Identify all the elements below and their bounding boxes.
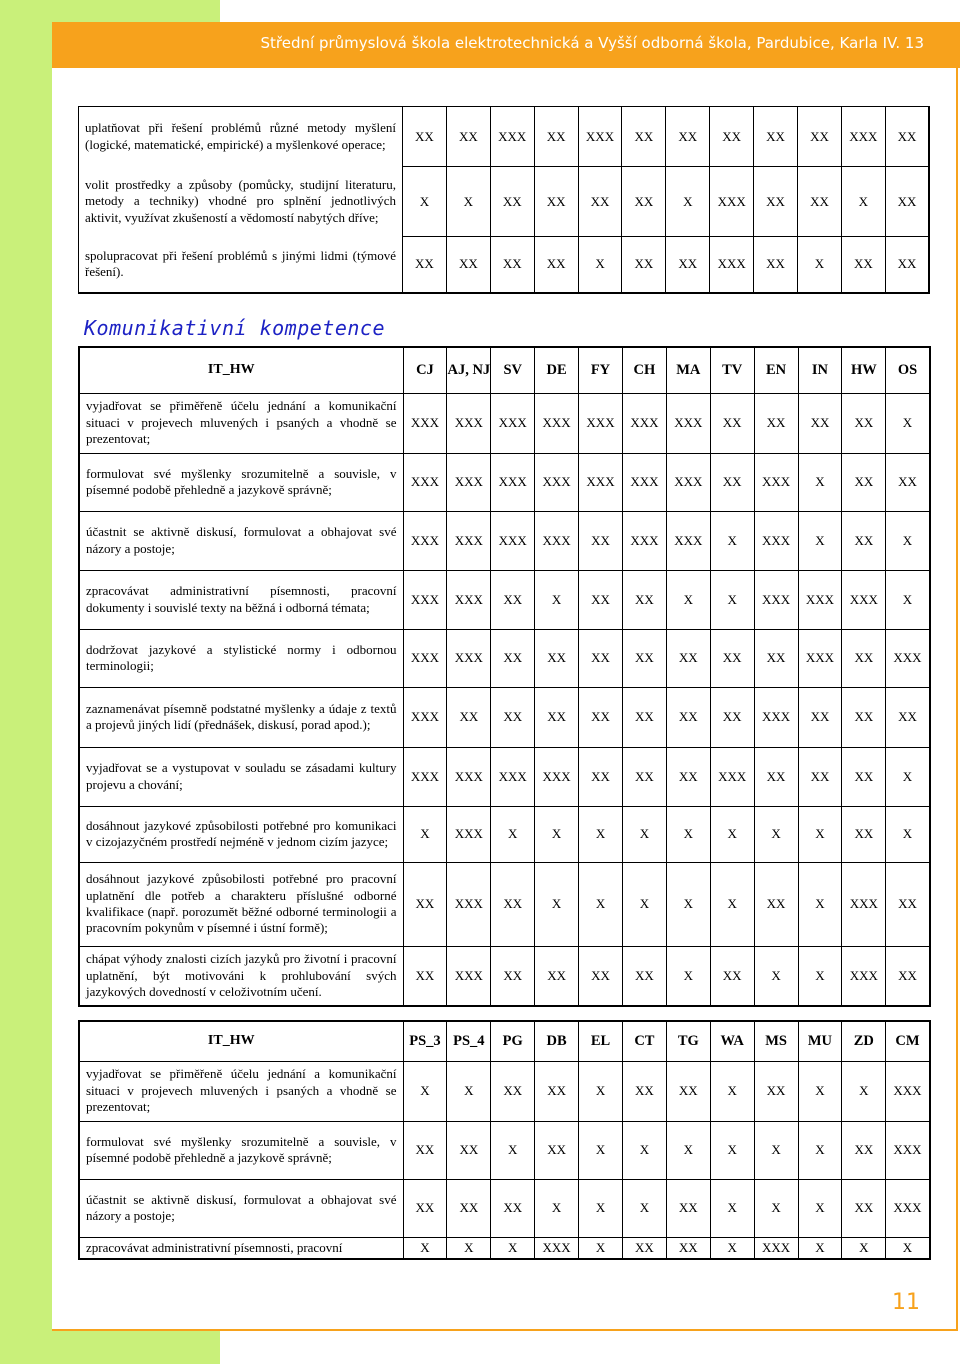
- rating-cell: XX: [579, 687, 623, 747]
- rating-cell: XX: [841, 237, 885, 293]
- rating-cell: XX: [754, 1061, 798, 1121]
- rating-cell: X: [754, 946, 798, 1006]
- rating-cell: XX: [842, 806, 886, 862]
- column-header: PS_4: [447, 1021, 491, 1061]
- rating-cell: XX: [403, 946, 447, 1006]
- rating-cell: XXX: [754, 1237, 798, 1259]
- rating-cell: XX: [622, 687, 666, 747]
- rating-cell: XX: [622, 946, 666, 1006]
- rating-cell: XX: [403, 1179, 447, 1237]
- table-row: [79, 1179, 930, 1237]
- rating-cell: X: [798, 1121, 842, 1179]
- header-label: IT_HW: [79, 347, 403, 393]
- rating-cell: X: [798, 1237, 842, 1259]
- rating-cell: XX: [534, 237, 578, 293]
- rating-cell: XXX: [622, 453, 666, 511]
- column-header: AJ, NJ: [447, 347, 491, 393]
- rating-cell: X: [754, 1121, 798, 1179]
- rating-cell: XXX: [447, 946, 491, 1006]
- rating-cell: X: [798, 237, 842, 293]
- rating-cell: X: [886, 747, 930, 806]
- rating-cell: XX: [666, 747, 710, 806]
- rating-cell: XXX: [403, 687, 447, 747]
- rating-cell: XXX: [798, 629, 842, 687]
- column-header: TV: [710, 347, 754, 393]
- rating-cell: XX: [885, 167, 929, 237]
- rating-cell: XX: [491, 687, 535, 747]
- competence-description: formulovat své myšlenky srozumitelně a souvisle, v písemné podobě přehledně a jazykově správně;: [79, 453, 403, 511]
- rating-cell: X: [841, 167, 885, 237]
- rating-cell: XXX: [491, 747, 535, 806]
- competence-description: vyjadřovat se přiměřeně účelu jednání a komunikační situaci v projevech mluvených i psaných a vhodně se prezentovat;: [79, 393, 403, 453]
- rating-cell: XX: [885, 237, 929, 293]
- rating-cell: XX: [754, 237, 798, 293]
- rating-cell: XX: [622, 167, 666, 237]
- column-header: ZD: [842, 1021, 886, 1061]
- rating-cell: X: [710, 570, 754, 629]
- rating-cell: XX: [886, 453, 930, 511]
- rating-cell: XX: [666, 107, 710, 167]
- competence-description: účastnit se aktivně diskusí, formulovat a obhajovat své názory a postoje;: [79, 1179, 403, 1237]
- rating-cell: XX: [579, 946, 623, 1006]
- competence-table-1: [78, 106, 930, 294]
- column-header: MU: [798, 1021, 842, 1061]
- competence-description: účastnit se aktivně diskusí, formulovat a obhajovat své názory a postoje;: [79, 511, 403, 570]
- rating-cell: X: [710, 1061, 754, 1121]
- rating-cell: XXX: [447, 806, 491, 862]
- competence-table-2: [78, 346, 931, 1007]
- rating-cell: XXX: [886, 1179, 930, 1237]
- rating-cell: XX: [491, 629, 535, 687]
- rating-cell: X: [535, 1179, 579, 1237]
- competence-description: uplatňovat při řešení problémů různé metody myšlení (logické, matematické, empirické) a myšlenkové operace;: [79, 107, 403, 167]
- rating-cell: XX: [403, 107, 447, 167]
- column-header: CT: [622, 1021, 666, 1061]
- column-header: TG: [666, 1021, 710, 1061]
- rating-cell: X: [886, 1237, 930, 1259]
- rating-cell: XX: [798, 393, 842, 453]
- rating-cell: XX: [622, 570, 666, 629]
- rating-cell: XX: [842, 629, 886, 687]
- table-row: [79, 629, 930, 687]
- column-header: IN: [798, 347, 842, 393]
- rating-cell: XX: [491, 1179, 535, 1237]
- rating-cell: XXX: [447, 862, 491, 946]
- rating-cell: XX: [490, 237, 534, 293]
- rating-cell: X: [403, 1061, 447, 1121]
- rating-cell: XXX: [886, 629, 930, 687]
- rating-cell: X: [535, 570, 579, 629]
- rating-cell: X: [710, 862, 754, 946]
- rating-cell: XX: [842, 1179, 886, 1237]
- table-row: [79, 806, 930, 862]
- rating-cell: XX: [666, 629, 710, 687]
- rating-cell: X: [666, 167, 710, 237]
- rating-cell: XX: [535, 946, 579, 1006]
- rating-cell: XX: [622, 1237, 666, 1259]
- table-row: [79, 747, 930, 806]
- rating-cell: X: [754, 806, 798, 862]
- rating-cell: XX: [491, 570, 535, 629]
- rating-cell: XX: [491, 862, 535, 946]
- header-label: IT_HW: [79, 1021, 403, 1061]
- column-header: CM: [886, 1021, 930, 1061]
- column-header: DB: [535, 1021, 579, 1061]
- rating-cell: XX: [579, 629, 623, 687]
- rating-cell: X: [491, 1121, 535, 1179]
- rating-cell: X: [622, 806, 666, 862]
- rating-cell: XX: [666, 1237, 710, 1259]
- rating-cell: XX: [710, 393, 754, 453]
- rating-cell: XXX: [403, 629, 447, 687]
- rating-cell: X: [447, 1237, 491, 1259]
- rating-cell: X: [579, 862, 623, 946]
- rating-cell: X: [798, 1179, 842, 1237]
- rating-cell: XX: [842, 511, 886, 570]
- rating-cell: XXX: [622, 393, 666, 453]
- column-header: HW: [842, 347, 886, 393]
- rating-cell: XX: [622, 107, 666, 167]
- rating-cell: XXX: [754, 511, 798, 570]
- rating-cell: X: [491, 806, 535, 862]
- rating-cell: X: [447, 1061, 491, 1121]
- rating-cell: XX: [754, 862, 798, 946]
- rating-cell: XXX: [754, 687, 798, 747]
- column-header: PG: [491, 1021, 535, 1061]
- column-header: MA: [666, 347, 710, 393]
- rating-cell: XX: [666, 1179, 710, 1237]
- rating-cell: X: [798, 1061, 842, 1121]
- rating-cell: X: [666, 806, 710, 862]
- rating-cell: XXX: [535, 511, 579, 570]
- rating-cell: XX: [798, 107, 842, 167]
- rating-cell: XXX: [403, 393, 447, 453]
- table-row: [79, 167, 930, 237]
- rating-cell: XXX: [491, 511, 535, 570]
- rating-cell: X: [622, 1179, 666, 1237]
- competence-description: dosáhnout jazykové způsobilosti potřebné pro pracovní uplatnění dle potřeb a charakteru příslušné odborné kvalifikace (např. porozumět běžné odborné terminologii a pracovním pokynům v písemné i ústní formě);: [79, 862, 403, 946]
- table-row: [79, 1061, 930, 1121]
- rating-cell: X: [886, 511, 930, 570]
- rating-cell: XX: [798, 167, 842, 237]
- rating-cell: XX: [535, 1061, 579, 1121]
- rating-cell: XX: [886, 687, 930, 747]
- rating-cell: XX: [666, 1061, 710, 1121]
- rating-cell: XXX: [842, 946, 886, 1006]
- rating-cell: XXX: [579, 453, 623, 511]
- rating-cell: X: [754, 1179, 798, 1237]
- rating-cell: XX: [490, 167, 534, 237]
- rating-cell: XXX: [447, 629, 491, 687]
- rating-cell: XX: [578, 167, 622, 237]
- rating-cell: X: [842, 1061, 886, 1121]
- rating-cell: XX: [622, 237, 666, 293]
- competence-description: dodržovat jazykové a stylistické normy i odbornou terminologii;: [79, 629, 403, 687]
- rating-cell: XX: [446, 107, 490, 167]
- table-row: [79, 393, 930, 453]
- rating-cell: X: [491, 1237, 535, 1259]
- rating-cell: XXX: [798, 570, 842, 629]
- table-row: [79, 1237, 930, 1259]
- column-header: FY: [579, 347, 623, 393]
- rating-cell: XXX: [447, 453, 491, 511]
- competence-description: zpracovávat administrativní písemnosti, pracovní dokumenty i souvislé texty na běžná i odborná témata;: [79, 570, 403, 629]
- competence-description: chápat výhody znalosti cizích jazyků pro životní i pracovní uplatnění, být motivováni k prohlubování svých jazykových dovedností v celoživotním učení.: [79, 946, 403, 1006]
- rating-cell: XX: [447, 1121, 491, 1179]
- rating-cell: XX: [579, 747, 623, 806]
- rating-cell: XX: [885, 107, 929, 167]
- column-header: CJ: [403, 347, 447, 393]
- rating-cell: XX: [622, 1061, 666, 1121]
- rating-cell: X: [403, 167, 447, 237]
- rating-cell: XXX: [535, 1237, 579, 1259]
- rating-cell: XX: [754, 629, 798, 687]
- rating-cell: XX: [754, 167, 798, 237]
- rating-cell: XX: [842, 687, 886, 747]
- rating-cell: XXX: [403, 453, 447, 511]
- section-title: Komunikativní kompetence: [84, 316, 385, 340]
- rating-cell: XXX: [666, 393, 710, 453]
- rating-cell: X: [535, 862, 579, 946]
- rating-cell: XX: [798, 687, 842, 747]
- rating-cell: X: [622, 1121, 666, 1179]
- rating-cell: XX: [754, 107, 798, 167]
- competence-description: dosáhnout jazykové způsobilosti potřebné pro komunikaci v cizojazyčném prostředí nejméně v jednom cizím jazyce;: [79, 806, 403, 862]
- competence-description: volit prostředky a způsoby (pomůcky, studijní literaturu, metody a techniky) vhodné pro splnění jednotlivých aktivit, využívat zkušeností a vědomostí nabytých dříve;: [79, 167, 403, 237]
- rating-cell: XX: [446, 237, 490, 293]
- table-row: [79, 511, 930, 570]
- rating-cell: X: [578, 237, 622, 293]
- rating-cell: X: [798, 806, 842, 862]
- rating-cell: XX: [447, 1179, 491, 1237]
- rating-cell: X: [886, 806, 930, 862]
- rating-cell: XXX: [842, 862, 886, 946]
- rating-cell: XX: [710, 629, 754, 687]
- rating-cell: XX: [710, 107, 754, 167]
- rating-cell: XX: [710, 687, 754, 747]
- rating-cell: XXX: [447, 747, 491, 806]
- competence-description: zaznamenávat písemně podstatné myšlenky a údaje z textů a projevů jiných lidí (přednášek, diskusí, porad apod.);: [79, 687, 403, 747]
- competence-description: zpracovávat administrativní písemnosti, pracovní: [79, 1237, 403, 1259]
- rating-cell: XX: [403, 862, 447, 946]
- rating-cell: XXX: [841, 107, 885, 167]
- rating-cell: XX: [666, 687, 710, 747]
- rating-cell: X: [842, 1237, 886, 1259]
- rating-cell: XX: [535, 1121, 579, 1179]
- rating-cell: X: [403, 1237, 447, 1259]
- rating-cell: XX: [710, 453, 754, 511]
- rating-cell: X: [710, 1237, 754, 1259]
- rating-cell: XX: [886, 862, 930, 946]
- rating-cell: XX: [842, 747, 886, 806]
- competence-description: formulovat své myšlenky srozumitelně a souvisle, v písemné podobě přehledně a jazykově správně;: [79, 1121, 403, 1179]
- school-title: Střední průmyslová škola elektrotechnická a Vyšší odborná škola, Pardubice, Karla IV. 13: [260, 34, 924, 52]
- rating-cell: X: [446, 167, 490, 237]
- rating-cell: XX: [666, 237, 710, 293]
- rating-cell: XX: [842, 1121, 886, 1179]
- rating-cell: X: [710, 806, 754, 862]
- table-row: [79, 237, 930, 293]
- rating-cell: XXX: [710, 237, 754, 293]
- rating-cell: X: [666, 1121, 710, 1179]
- rating-cell: XXX: [535, 747, 579, 806]
- rating-cell: X: [710, 1179, 754, 1237]
- column-header: PS_3: [403, 1021, 447, 1061]
- table-row: [79, 687, 930, 747]
- rating-cell: XXX: [886, 1061, 930, 1121]
- rating-cell: XX: [403, 237, 447, 293]
- competence-description: spolupracovat při řešení problémů s jinými lidmi (týmové řešení).: [79, 237, 403, 293]
- rating-cell: XX: [754, 393, 798, 453]
- rating-cell: X: [403, 806, 447, 862]
- rating-cell: XX: [447, 687, 491, 747]
- column-header: WA: [710, 1021, 754, 1061]
- rating-cell: XX: [534, 167, 578, 237]
- rating-cell: XX: [754, 747, 798, 806]
- rating-cell: XX: [622, 629, 666, 687]
- table-row: [79, 946, 930, 1006]
- rating-cell: XX: [491, 946, 535, 1006]
- rating-cell: XXX: [622, 511, 666, 570]
- rating-cell: XX: [886, 946, 930, 1006]
- rating-cell: X: [710, 1121, 754, 1179]
- rating-cell: X: [798, 946, 842, 1006]
- rating-cell: XX: [579, 511, 623, 570]
- rating-cell: XXX: [666, 453, 710, 511]
- rating-cell: X: [579, 1179, 623, 1237]
- page-number: 11: [892, 1290, 920, 1315]
- competence-description: vyjadřovat se přiměřeně účelu jednání a komunikační situaci v projevech mluvených i psaných a vhodně se prezentovat;: [79, 1061, 403, 1121]
- rating-cell: X: [622, 862, 666, 946]
- rating-cell: XXX: [710, 167, 754, 237]
- table-row: [79, 1121, 930, 1179]
- rating-cell: XXX: [490, 107, 534, 167]
- rating-cell: XX: [842, 453, 886, 511]
- rating-cell: X: [798, 862, 842, 946]
- column-header: OS: [886, 347, 930, 393]
- rating-cell: XXX: [710, 747, 754, 806]
- table-row: [79, 570, 930, 629]
- rating-cell: XXX: [754, 453, 798, 511]
- rating-cell: X: [579, 806, 623, 862]
- rating-cell: XXX: [491, 393, 535, 453]
- column-header: EN: [754, 347, 798, 393]
- rating-cell: XXX: [491, 453, 535, 511]
- table-row: [79, 453, 930, 511]
- rating-cell: X: [798, 453, 842, 511]
- rating-cell: XXX: [403, 511, 447, 570]
- rating-cell: XXX: [666, 511, 710, 570]
- rating-cell: XXX: [403, 747, 447, 806]
- rating-cell: XX: [403, 1121, 447, 1179]
- rating-cell: XXX: [754, 570, 798, 629]
- rating-cell: XXX: [447, 570, 491, 629]
- column-header: MS: [754, 1021, 798, 1061]
- rating-cell: XX: [535, 629, 579, 687]
- rating-cell: XXX: [403, 570, 447, 629]
- rating-cell: XX: [710, 946, 754, 1006]
- rating-cell: X: [666, 946, 710, 1006]
- rating-cell: X: [579, 1061, 623, 1121]
- rating-cell: X: [535, 806, 579, 862]
- rating-cell: X: [798, 511, 842, 570]
- rating-cell: X: [666, 570, 710, 629]
- rating-cell: XX: [622, 747, 666, 806]
- rating-cell: X: [886, 393, 930, 453]
- header-banner: [52, 22, 960, 68]
- rating-cell: X: [579, 1237, 623, 1259]
- rating-cell: XX: [491, 1061, 535, 1121]
- column-header: EL: [579, 1021, 623, 1061]
- rating-cell: XXX: [886, 1121, 930, 1179]
- table-row: [79, 862, 930, 946]
- rating-cell: XXX: [447, 393, 491, 453]
- rating-cell: XXX: [842, 570, 886, 629]
- column-header: DE: [535, 347, 579, 393]
- rating-cell: X: [579, 1121, 623, 1179]
- rating-cell: X: [710, 511, 754, 570]
- rating-cell: XX: [579, 570, 623, 629]
- rating-cell: XX: [842, 393, 886, 453]
- column-header: CH: [622, 347, 666, 393]
- rating-cell: XXX: [578, 107, 622, 167]
- rating-cell: XXX: [535, 453, 579, 511]
- rating-cell: XX: [534, 107, 578, 167]
- rating-cell: XXX: [579, 393, 623, 453]
- rating-cell: X: [666, 862, 710, 946]
- column-header: SV: [491, 347, 535, 393]
- rating-cell: XX: [535, 687, 579, 747]
- rating-cell: X: [886, 570, 930, 629]
- rating-cell: XXX: [447, 511, 491, 570]
- competence-table-3: [78, 1020, 931, 1260]
- table-row: [79, 107, 930, 167]
- rating-cell: XX: [798, 747, 842, 806]
- competence-description: vyjadřovat se a vystupovat v souladu se zásadami kultury projevu a chování;: [79, 747, 403, 806]
- rating-cell: XXX: [535, 393, 579, 453]
